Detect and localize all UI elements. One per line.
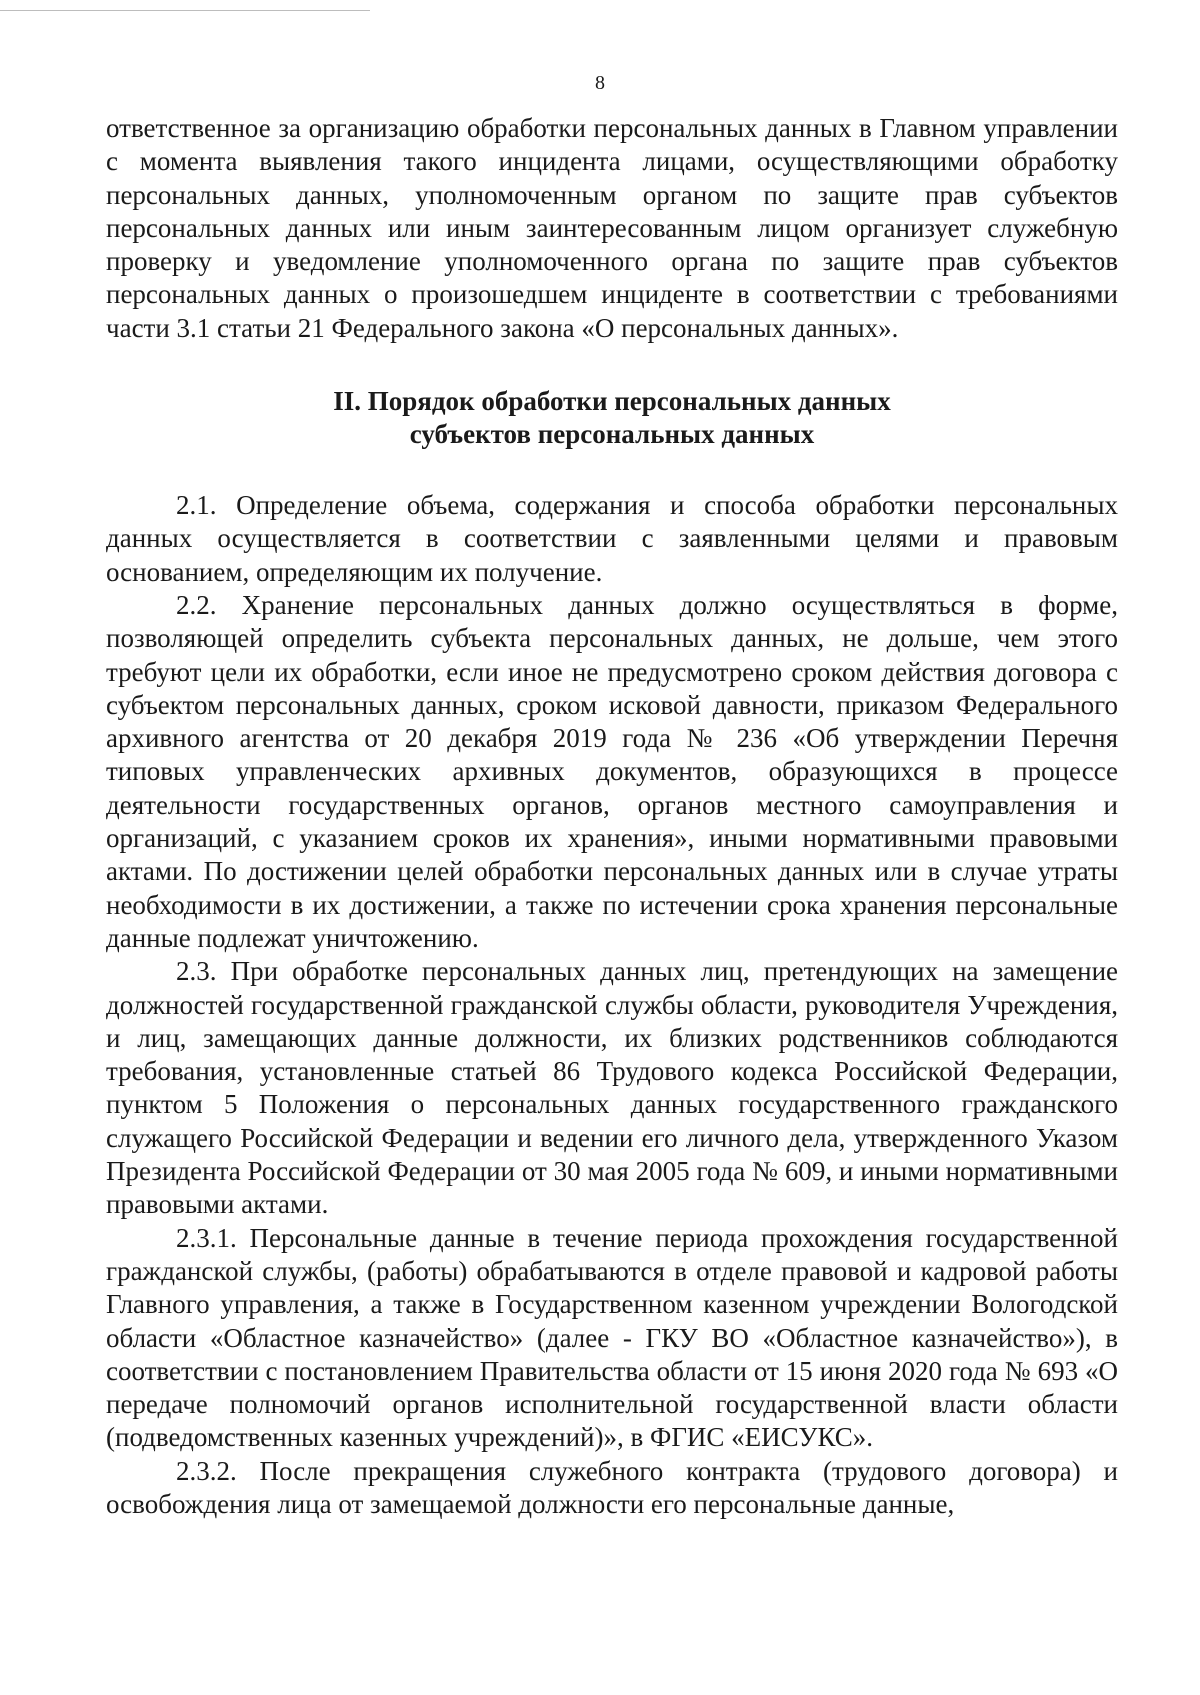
paragraph-2-3-1: 2.3.1. Персональные данные в течение периода прохождения государственной гражданской службы, (работы) обрабатываются в отделе правовой и кадровой работы Главного управления, а также в Государственном казенном учреждении Вологодской области «Областное казначейство» (далее - ГКУ ВО «Областное казначейство»), в соответствии с постановлением Правительства области от 15 июня 2020 года № 693 «О передаче полномочий органов исполнительной государственной власти области (подведомственных казенных учреждений)», в ФГИС «ЕИСУКС». (106, 1222, 1118, 1453)
page-number: 8 (595, 72, 605, 94)
scan-edge-line (0, 10, 370, 11)
section-heading (106, 385, 1118, 451)
intro-paragraph: ответственное за организацию обработки персональных данных в Главном управлении с момента выявления такого инцидента лицами, осуществляющими обработку персональных данных, уполномоченным органом по защите прав субъектов персональных данных или иным заинтересованным лицом организует служебную проверку и уведомление уполномоченного органа по защите прав субъектов персональных данных о произошедшем инциденте в соответствии с требованиями части 3.1 статьи 21 Федерального закона «О персональных данных». (106, 113, 1118, 343)
paragraph-2-1: 2.1. Определение объема, содержания и способа обработки персональных данных осуществляется в соответствии с заявленными целями и правовым основанием, определяющим их получение. (106, 490, 1118, 587)
paragraph-2-3-2: 2.3.2. После прекращения служебного контракта (трудового договора) и освобождения лица от замещаемой должности его персональные данные, (106, 1455, 1118, 1519)
paragraph-2-3: 2.3. При обработке персональных данных лиц, претендующих на замещение должностей государственной гражданской службы области, руководителя Учреждения, и лиц, замещающих данные должности, их близких родственников соблюдаются требования, установленные статьей 86 Трудового кодекса Российской Федерации, пунктом 5 Положения о персональных данных государственного гражданского служащего Российской Федерации и ведении его личного дела, утвержденного Указом Президента Российской Федерации от 30 мая 2005 года № 609, и иными нормативными правовыми актами. (106, 956, 1118, 1220)
paragraph-2-2: 2.2. Хранение персональных данных должно осуществляться в форме, позволяющей определить субъекта персональных данных, не дольше, чем этого требуют цели их обработки, если иное не предусмотрено сроком действия договора с субъектом персональных данных, сроком исковой давности, приказом Федерального архивного агентства от 20 декабря 2019 года № 236 «Об утверждении Перечня типовых управленческих архивных документов, образующихся в процессе деятельности государственных органов, органов местного самоуправления и организаций, с указанием сроков их хранения», иными нормативными правовыми актами. По достижении целей обработки персональных данных или в случае утраты необходимости в их достижении, а также по истечении срока хранения персональные данные подлежат уничтожению. (106, 589, 1118, 953)
section-heading-line-1: II. Порядок обработки персональных данных (333, 386, 891, 417)
section-heading-line-2: субъектов персональных данных (409, 419, 815, 450)
document-body (106, 112, 1118, 1521)
